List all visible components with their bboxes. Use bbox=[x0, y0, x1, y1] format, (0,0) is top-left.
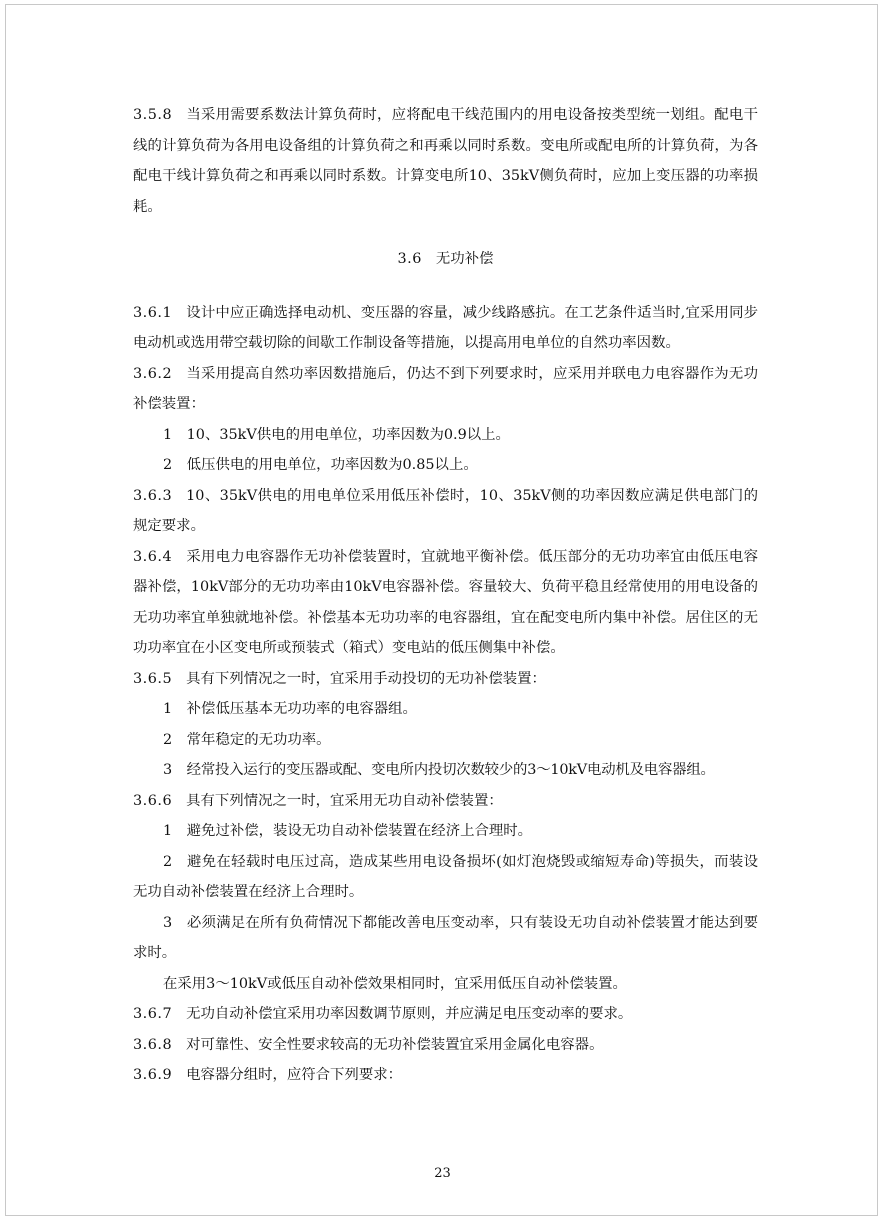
clause-text: 具有下列情况之一时，宜采用无功自动补偿装置： bbox=[186, 792, 503, 809]
clause-number: 3.5.8 bbox=[133, 107, 173, 123]
clause-text: 电容器分组时，应符合下列要求： bbox=[186, 1067, 402, 1083]
item-text: 避免在轻载时电压过高，造成某些用电设备损坏(如灯泡烧毁或缩短寿命)等损失，而装设无功自动补偿装置在经济上合理时。 bbox=[133, 853, 758, 900]
list-item bbox=[133, 450, 758, 481]
item-text: 经常投入运行的变压器或配、变电所内投切次数较少的3～10kV电动机及电容器组。 bbox=[186, 762, 715, 778]
list-item bbox=[133, 694, 758, 725]
clause-3-6-7 bbox=[133, 999, 758, 1030]
clause-text: 当采用提高自然功率因数措施后，仍达不到下列要求时，应采用并联电力电容器作为无功补偿装置： bbox=[133, 365, 758, 412]
clause-number: 3.6.7 bbox=[133, 1006, 173, 1022]
section-title bbox=[133, 244, 758, 275]
list-item bbox=[133, 755, 758, 786]
clause-number: 3.6.3 bbox=[133, 487, 173, 504]
clause-3-6-3 bbox=[133, 481, 758, 542]
clause-number: 3.6.9 bbox=[133, 1067, 173, 1083]
clause-text: 当采用需要系数法计算负荷时，应将配电干线范围内的用电设备按类型统一划组。配电干线的计算负荷为各用电设备组的计算负荷之和再乘以同时系数。变电所或配电所的计算负荷，为各配电干线计算负荷之和再乘以同时系数。计算变电所10、35kV侧负荷时，应加上变压器的功率损耗。 bbox=[133, 107, 758, 215]
list-item bbox=[133, 908, 758, 969]
item-number: 2 bbox=[163, 731, 173, 748]
clause-3-6-5 bbox=[133, 664, 758, 695]
item-text: 10、35kV供电的用电单位，功率因数为0.9以上。 bbox=[186, 426, 510, 443]
clause-3-5-8 bbox=[133, 100, 758, 222]
clause-number: 3.6.2 bbox=[133, 365, 173, 382]
item-text: 避免过补偿，装设无功自动补偿装置在经济上合理时。 bbox=[186, 823, 533, 839]
clause-note bbox=[133, 969, 758, 1000]
clause-3-6-1 bbox=[133, 298, 758, 359]
item-text: 低压供电的用电单位，功率因数为0.85以上。 bbox=[186, 457, 478, 473]
clause-3-6-6 bbox=[133, 786, 758, 817]
clause-text: 设计中应正确选择电动机、变压器的容量，减少线路感抗。在工艺条件适当时,宜采用同步电动机或选用带空载切除的间歇工作制设备等措施，以提高用电单位的自然功率因数。 bbox=[133, 304, 758, 351]
item-number: 3 bbox=[163, 914, 173, 931]
note-text: 在采用3～10kV或低压自动补偿效果相同时，宜采用低压自动补偿装置。 bbox=[163, 975, 627, 992]
clause-number: 3.6.1 bbox=[133, 304, 173, 321]
clause-text: 10、35kV供电的用电单位采用低压补偿时，10、35kV侧的功率因数应满足供电部门的规定要求。 bbox=[133, 487, 758, 534]
clause-number: 3.6.8 bbox=[133, 1036, 173, 1053]
clause-text: 无功自动补偿宜采用功率因数调节原则，并应满足电压变动率的要求。 bbox=[186, 1006, 633, 1022]
item-number: 3 bbox=[163, 762, 173, 778]
clause-text: 采用电力电容器作无功补偿装置时，宜就地平衡补偿。低压部分的无功功率宜由低压电容器补偿，10kV部分的无功功率由10kV电容器补偿。容量较大、负荷平稳且经常使用的用电设备的无功功率宜单独就地补偿。补偿基本无功功率的电容器组，宜在配变电所内集中补偿。居住区的无功功率宜在小区变电所或预装式（箱式）变电站的低压侧集中补偿。 bbox=[133, 548, 758, 656]
clause-number: 3.6.5 bbox=[133, 670, 173, 687]
clause-number: 3.6.4 bbox=[133, 548, 173, 565]
list-item bbox=[133, 725, 758, 756]
clause-text: 对可靠性、安全性要求较高的无功补偿装置宜采用金属化电容器。 bbox=[186, 1036, 604, 1053]
clause-3-6-8 bbox=[133, 1030, 758, 1061]
item-number: 2 bbox=[163, 853, 173, 870]
clause-text: 具有下列情况之一时，宜采用手动投切的无功补偿装置： bbox=[186, 670, 546, 687]
list-item bbox=[133, 420, 758, 451]
item-number: 1 bbox=[163, 823, 173, 839]
clause-3-6-2 bbox=[133, 359, 758, 420]
item-number: 1 bbox=[163, 426, 173, 443]
list-item bbox=[133, 847, 758, 908]
item-text: 常年稳定的无功功率。 bbox=[186, 731, 331, 748]
item-text: 必须满足在所有负荷情况下都能改善电压变动率，只有装设无功自动补偿装置才能达到要求时。 bbox=[133, 914, 758, 961]
list-item bbox=[133, 816, 758, 847]
document-body bbox=[133, 100, 758, 1091]
clause-3-6-4 bbox=[133, 542, 758, 664]
section-title-text: 无功补偿 bbox=[435, 251, 494, 267]
item-number: 1 bbox=[163, 701, 173, 717]
item-text: 补偿低压基本无功功率的电容器组。 bbox=[186, 701, 417, 717]
clause-3-6-9 bbox=[133, 1060, 758, 1091]
section-number: 3.6 bbox=[397, 251, 422, 267]
page-number: 23 bbox=[434, 1166, 451, 1181]
item-number: 2 bbox=[163, 457, 173, 473]
clause-number: 3.6.6 bbox=[133, 792, 173, 809]
